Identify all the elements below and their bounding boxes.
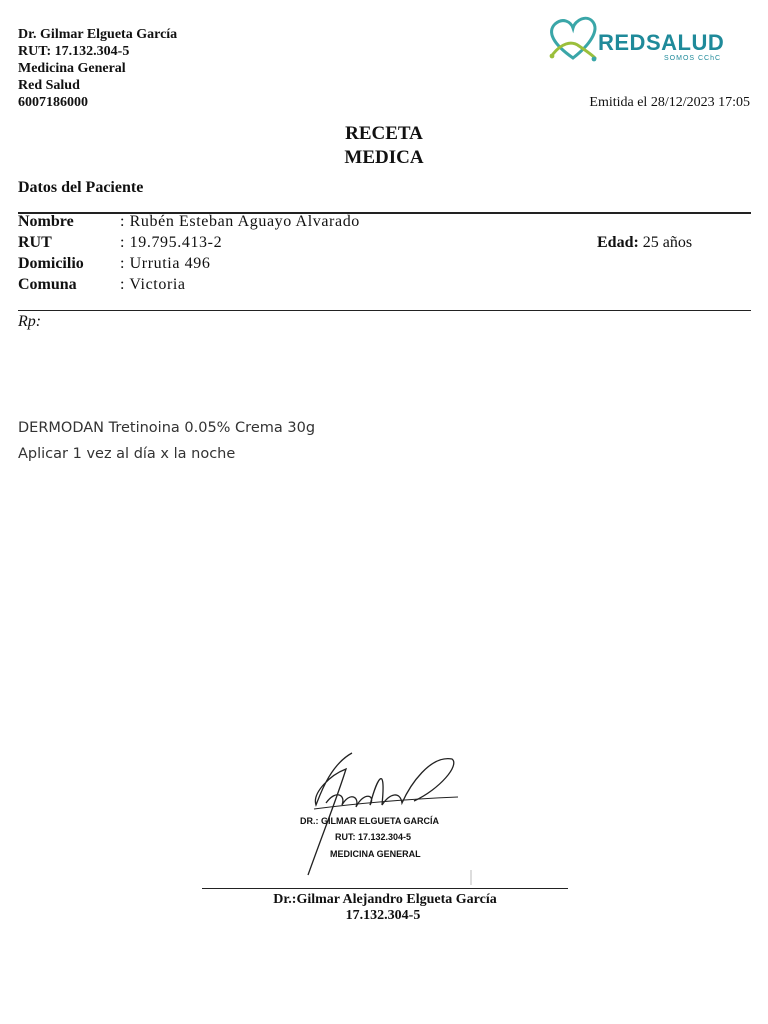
name-value: : Rubén Esteban Aguayo Alvarado [120,213,360,230]
doctor-header [18,26,177,111]
doctor-name: Dr. Gilmar Elgueta García [18,27,178,42]
commune-value: : Victoria [120,276,186,293]
patient-bottom-divider [18,310,751,311]
title-line-1: RECETA [345,123,423,144]
doctor-specialty: Medicina General [18,61,126,76]
title-line-2: MEDICA [344,147,424,168]
patient-section-heading: Datos del Paciente [18,179,144,196]
signature-line [202,888,568,889]
logo-brand: REDSALUD [598,30,725,55]
signature-rut: 17.132.304-5 [345,908,421,923]
age-value: 25 años [642,234,693,251]
doctor-rut: RUT: 17.132.304-5 [18,44,130,59]
stamp-specialty: MEDICINA GENERAL [330,849,421,859]
prescription-medication: DERMODAN Tretinoina 0.05% Crema 30g [18,420,316,436]
prescription-instructions: Aplicar 1 vez al día x la noche [18,446,236,462]
logo-tagline: SOMOS CChC [664,55,722,62]
rut-value: : 19.795.413-2 [120,234,223,251]
signature-name: Dr.:Gilmar Alejandro Elgueta García [273,892,497,907]
address-label: Domicilio [18,255,84,272]
doctor-institution: Red Salud [18,78,80,93]
rut-label: RUT [18,234,52,251]
document-title [0,122,768,170]
stamp-doctor: DR.: GILMAR ELGUETA GARCÍA [300,816,439,826]
doctor-phone: 6007186000 [18,95,88,110]
age-field [597,234,692,252]
rp-label: Rp: [18,313,42,330]
address-value: : Urrutia 496 [120,255,211,272]
name-label: Nombre [18,213,74,230]
age-label: Edad: [597,234,639,251]
issued-date: Emitida el 28/12/2023 17:05 [589,95,750,110]
commune-label: Comuna [18,276,77,293]
stamp-rut: RUT: 17.132.304-5 [335,832,412,842]
signature-block [202,892,568,924]
